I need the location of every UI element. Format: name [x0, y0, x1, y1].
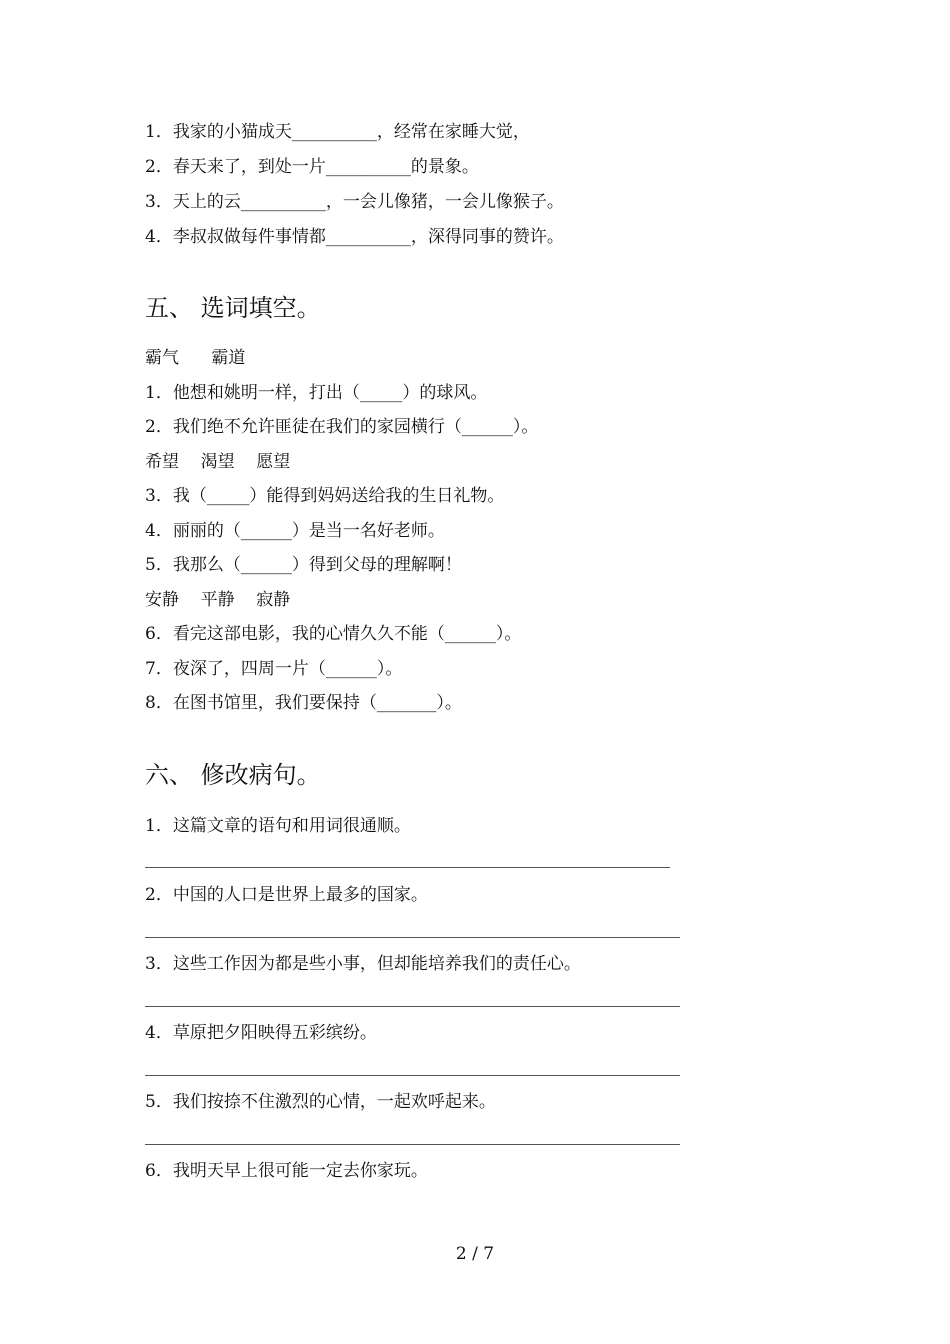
choice-item-6: 6．看完这部电影，我的心情久久不能（______）。: [145, 624, 522, 644]
correction-item-2: 2．中国的人口是世界上最多的国家。: [145, 885, 428, 905]
answer-line-1: [145, 867, 670, 868]
choice-item-7: 7．夜深了，四周一片（______）。: [145, 659, 403, 679]
fill-item-3: 3．天上的云__________，一会儿像猪，一会儿像猴子。: [145, 192, 564, 212]
choice-item-8: 8．在图书馆里，我们要保持（_______）。: [145, 693, 462, 713]
page-number: 2 / 7: [455, 1244, 495, 1264]
answer-line-5: [145, 1144, 680, 1145]
answer-line-4: [145, 1075, 680, 1076]
word-choices-1: 霸气 霸道: [145, 348, 246, 368]
choice-item-4: 4．丽丽的（______）是当一名好老师。: [145, 521, 445, 541]
answer-line-3: [145, 1006, 680, 1007]
choice-item-3: 3．我（_____）能得到妈妈送给我的生日礼物。: [145, 486, 505, 506]
correction-item-1: 1．这篇文章的语句和用词很通顺。: [145, 816, 411, 836]
correction-item-4: 4．草原把夕阳映得五彩缤纷。: [145, 1023, 377, 1043]
section-5-title: 五、 选词填空。: [145, 294, 321, 322]
word-choices-3: 安静 平静 寂静: [145, 590, 291, 610]
answer-line-2: [145, 937, 680, 938]
choice-item-1: 1．他想和姚明一样，打出（_____）的球风。: [145, 383, 488, 403]
correction-item-3: 3．这些工作因为都是些小事，但却能培养我们的责任心。: [145, 954, 581, 974]
choice-item-5: 5．我那么（______）得到父母的理解啊！: [145, 555, 462, 575]
correction-item-6: 6．我明天早上很可能一定去你家玩。: [145, 1161, 428, 1181]
fill-item-2: 2．春天来了，到处一片__________的景象。: [145, 157, 479, 177]
section-6-title: 六、 修改病句。: [145, 761, 321, 789]
fill-item-1: 1．我家的小猫成天__________，经常在家睡大觉，: [145, 122, 530, 142]
choice-item-2: 2．我们绝不允许匪徒在我们的家园横行（______）。: [145, 417, 539, 437]
fill-item-4: 4．李叔叔做每件事情都__________，深得同事的赞许。: [145, 227, 564, 247]
correction-item-5: 5．我们按捺不住激烈的心情，一起欢呼起来。: [145, 1092, 496, 1112]
word-choices-2: 希望 渴望 愿望: [145, 452, 291, 472]
